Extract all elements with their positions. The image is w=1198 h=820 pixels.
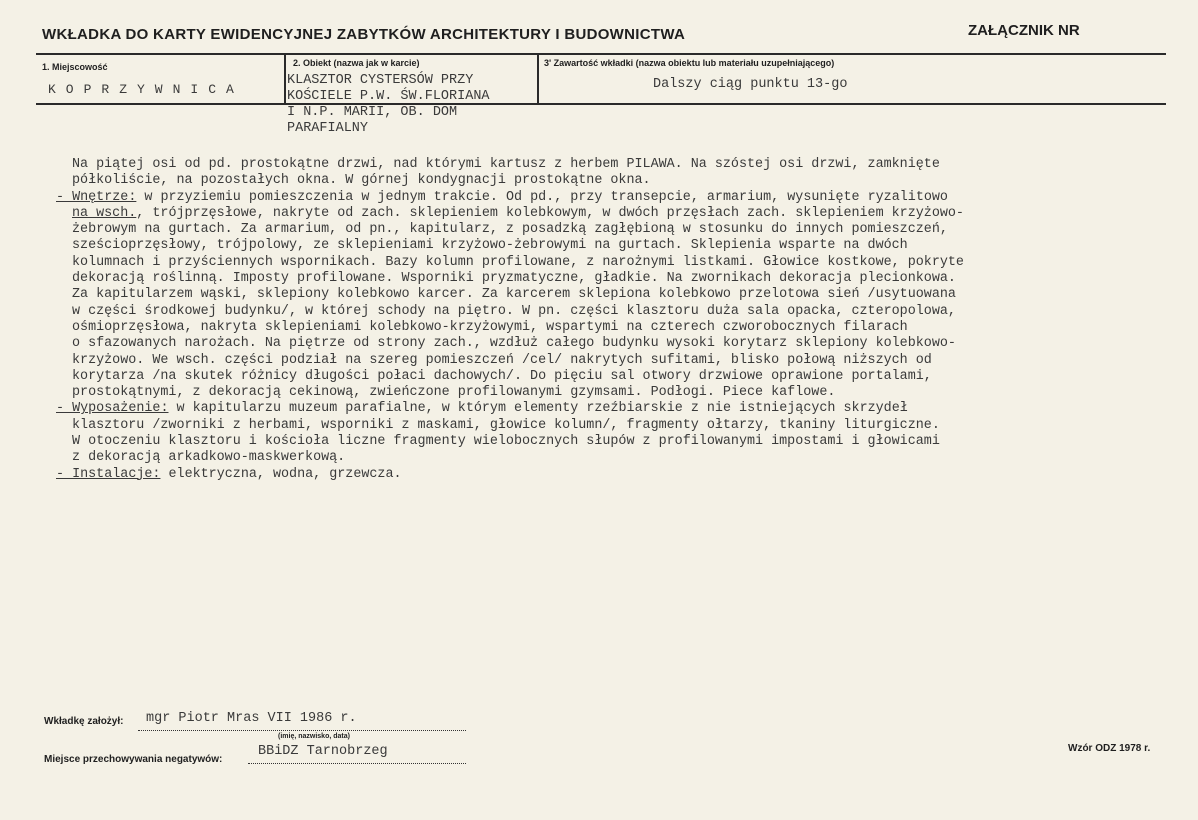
body-line-text: elektryczna, wodna, grzewcza. [160,466,402,482]
body-line-text: dekoracją roślinną. Imposty profilowane. Wsporniki pryzmatyczne, gładkie. Na zwornikach dekoracja plecionkowa. [72,271,956,287]
body-line [56,157,1151,173]
body-line [56,385,1151,401]
body-line-heading: - Wyposażenie: [56,401,169,417]
body-line [56,401,1151,417]
object-line-2: KOŚCIELE P.W. ŚW.FLORIANA [287,89,490,104]
author-label: Wkładkę założył: [44,716,124,727]
field-divider-2 [537,53,539,105]
author-value: mgr Piotr Mras VII 1986 r. [146,711,357,726]
body-line-text: W otoczeniu klasztoru i kościoła liczne fragmenty wielobocznych słupów z profilowanymi impostami i głowicami [72,434,940,450]
author-hint: (imię, nazwisko, data) [278,733,350,740]
body-line [56,353,1151,369]
body-line-text: z dekoracją arkadkowo-maskwerkową. [72,450,346,466]
body-line-text: żebrowym na gurtach. Za armarium, od pn., kapitularz, z posadzką zagłębioną w stosunku do innych pomieszczeń, [72,222,948,238]
body-line-text: półkoliście, na pozostałych okna. W górnej kondygnacji prostokątne okna. [72,173,651,189]
body-line [56,434,1151,450]
body-line [56,222,1151,238]
body-line-text: krzyżowo. We wsch. części podział na szereg pomieszczeń /cel/ nakrytych sufitami, blisko połową niższych od [72,352,932,368]
attachment-label: ZAŁĄCZNIK NR [968,22,1080,39]
body-text [56,157,1151,483]
object-line-3: I N.P. MARII, OB. DOM [287,105,458,120]
body-line-text: Za kapitularzem wąski, sklepiony kolebkowo karcer. Za karcerem sklepiona kolebkowo przelotowa sień /usytuowana [72,287,956,303]
body-line-text: o sfazowanych narożach. Na piętrze od strony zach., wzdłuż całego budynku wysoki korytarz sklepiony kolebkowo- [72,336,956,352]
body-line-heading: na wsch. [72,205,137,221]
field-divider-1 [284,53,286,105]
body-line [56,450,1151,466]
body-line-heading: - Instalacje: [56,466,161,482]
body-line [56,304,1151,320]
body-line-text: w kapitularzu muzeum parafialne, w którym elementy rzeźbiarskie z nie istniejących skrzydeł [168,401,908,417]
body-line-text: korytarza /na skutek różnicy długości połaci dachowych/. Do pięciu sal otwory drzwiowe oprawione portalami, [72,368,932,384]
body-line [56,173,1151,189]
author-dotted-line [138,730,466,731]
object-line-1: KLASZTOR CYSTERSÓW PRZY [287,73,474,88]
body-line-text: sześcioprzęsłowy, trójpolowy, ze sklepieniami krzyżowo-żebrowymi na gurtach. Sklepienia wsparte na dwóch [72,238,908,254]
object-line-4: PARAFIALNY [287,121,369,136]
body-line [56,271,1151,287]
negatives-dotted-line [248,763,466,764]
body-line [56,467,1151,483]
body-line-text: kolumnach i przyściennych wspornikach. Bazy kolumn profilowane, z narożnymi listkami. Głowice kostkowe, pokryte [72,254,964,270]
body-line [56,369,1151,385]
body-line [56,418,1151,434]
body-line-text: , trójprzęsłowe, nakryte od zach. sklepieniem kolebkowym, w dwóch przęsłach zach. sklepieniem krzyżowo- [136,205,964,221]
body-line [56,320,1151,336]
header-top-rule [36,53,1166,55]
body-line [56,255,1151,271]
body-line-heading: - Wnętrze: [56,189,137,205]
locality-label: 1. Miejscowość [42,62,108,72]
header-bottom-rule [36,103,1166,105]
negatives-label: Miejsce przechowywania negatywów: [44,754,223,765]
body-line [56,190,1151,206]
form-title: WKŁADKA DO KARTY EWIDENCYJNEJ ZABYTKÓW ARCHITEKTURY I BUDOWNICTWA [42,26,686,43]
body-line-text: klasztoru /zworniki z herbami, wsporniki z maskami, głowice kolumn/, fragmenty ołtarzy, tkaniny liturgiczne. [72,417,940,433]
body-line [56,238,1151,254]
body-line-text: prostokątnymi, z dekoracją cekinową, zwieńczone profilowanymi gzymsami. Podłogi. Piece kaflowe. [72,385,836,401]
body-line-text: w przyziemiu pomieszczenia w jednym trakcie. Od pd., przy transepcie, armarium, wysunięte ryzalitowo [136,189,948,205]
content-label: 3' Zawartość wkładki (nazwa obiektu lub materiału uzupełniającego) [544,58,835,68]
locality-value: KOPRZYWNICA [48,82,244,97]
body-line-text: ośmioprzęsłowa, nakryta sklepieniami kolebkowo-krzyżowymi, wspartymi na czterech czworobocznych filarach [72,319,908,335]
body-line-text: Na piątej osi od pd. prostokątne drzwi, nad którymi kartusz z herbem PILAWA. Na szóstej osi drzwi, zamknięte [72,157,940,172]
body-line [56,287,1151,303]
object-label: 2. Obiekt (nazwa jak w karcie) [293,58,420,68]
body-line-text: w części środkowej budynku/, w której schody na piętro. W pn. części klasztoru duża sala opacka, czteropolowa, [72,303,956,319]
negatives-value: BBiDZ Tarnobrzeg [258,744,388,759]
content-value: Dalszy ciąg punktu 13-go [653,77,848,92]
form-model: Wzór ODZ 1978 r. [1068,743,1151,754]
body-line [56,336,1151,352]
body-line [56,206,1151,222]
